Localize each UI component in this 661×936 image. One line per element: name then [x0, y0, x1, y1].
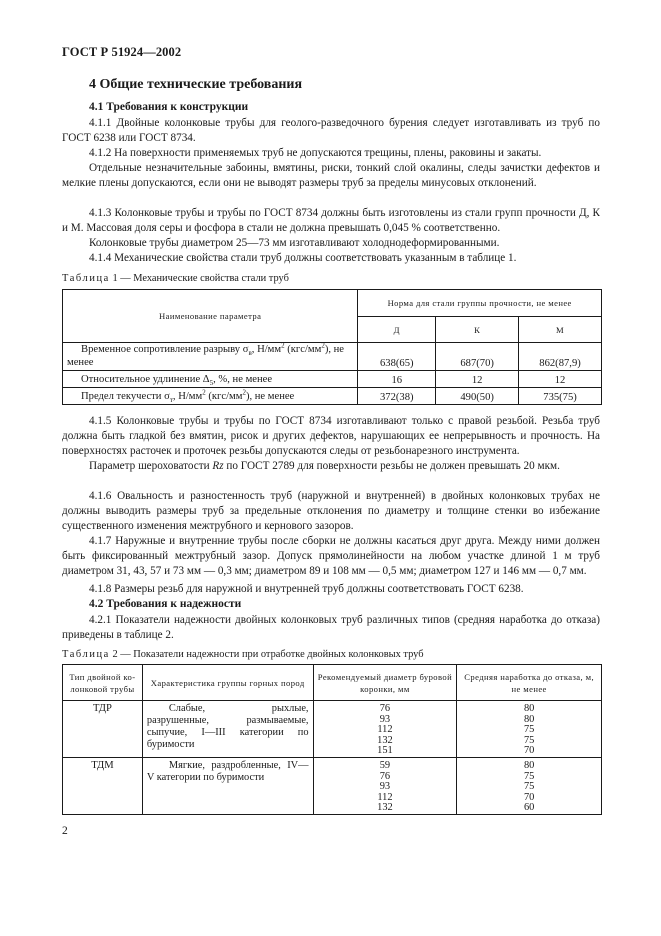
- paragraph-4-1-3-b: Колонковые трубы диаметром 25—73 мм изготавливают холоднодеформированными.: [89, 237, 500, 249]
- paragraph-4-1-2-b: Отдельные незначительные забоины, вмятины, риски, тонкий слой окалины, следы зачистки дефектов и мелкие плены допускаются, если они не выводят размеры труб за пределы минусовых отклонений.: [62, 162, 600, 190]
- table1-header-m: М: [519, 317, 602, 343]
- table-row: [63, 388, 602, 405]
- table1-row3-label: Предел текучести $\sigma_т$, $Н/мм^2$ $(кгс/мм^2)$, не менее: [63, 388, 358, 405]
- table2-row1-diameters: 76 93 112 132 151: [313, 701, 457, 758]
- table1-row1-d: 638(65): [358, 343, 436, 371]
- table1-row3-m: 735(75): [519, 388, 602, 405]
- table1-row1-k: 687(70): [436, 343, 519, 371]
- table2-header-mtbf: Средняя наработка до отказа, м, не менее: [457, 665, 602, 701]
- paragraph-4-1-2: 4.1.2 На поверхности применяемых труб не допускаются трещины, плены, раковины и закаты.: [89, 147, 542, 159]
- paragraph-4-1-5: 4.1.5 Колонковые трубы и трубы по ГОСТ 8734 изготавливают только с правой резьбой. Резьба труб должна быть гладкой без вмятин, рисок и других дефектов, нарушающих ее непрерывность и прочность. На поверхностях расточек и проточек резьбы допускаются следы от резьбонарезного инструмента.: [62, 415, 600, 458]
- paragraph-4-1-6: 4.1.6 Овальность и разностенность труб (наружной и внутренней) в двойных колонковых трубах не должны выводить размеры труб за предельные отклонения по диаметру и толщине стенки во избежание существенного изменения межтрубного и кернового зазоров.: [62, 490, 600, 533]
- section-title: 4 Общие технические требования: [89, 77, 303, 92]
- paragraph-4-1-7: 4.1.7 Наружные и внутренние трубы после сборки не должны касаться друг друга. Между ними должен быть фиксированный межтрубный зазор. Допуск прямолинейности на любом участке длиной 1 м труб диаметром 31, 43, 57 и 73 мм — 0,3 мм; диаметром 89 и 108 мм — 0,5 мм; диаметром 127 и 146 мм — 0,7 мм.: [62, 535, 600, 578]
- table2-caption: Таблица 2 — Показатели надежности при отработке двойных колонковых труб: [62, 649, 424, 660]
- table1-row3-k: 490(50): [436, 388, 519, 405]
- table1-row3-d: 372(38): [358, 388, 436, 405]
- table2-row2-desc: Мягкие, раздробленные, IV—V категории по буримости: [142, 758, 313, 815]
- table2-row1-desc: Слабые, рыхлые, разрушенные, размываемые, сыпучие, I—III категории по буримости: [142, 701, 313, 758]
- table-row: [63, 371, 602, 388]
- paragraph-4-1-5-b: Параметр шероховатости Rz по ГОСТ 2789 для поверхности резьбы не должен превышать 20 мкм.: [89, 460, 560, 472]
- table2-row1-type: ТДР: [63, 701, 143, 758]
- table1-caption: Таблица 1 — Механические свойства стали труб: [62, 273, 289, 284]
- table1-row2-d: 16: [358, 371, 436, 388]
- table2-header-diameter: Рекомендуемый диаметр буровой коронки, мм: [313, 665, 457, 701]
- paragraph-4-1-4: 4.1.4 Механические свойства стали труб должны соответствовать указанным в таблице 1.: [89, 252, 517, 264]
- table2-row2-diameters: 59 76 93 112 132: [313, 758, 457, 815]
- table1-header-k: К: [436, 317, 519, 343]
- table1-header-norm: Норма для стали группы прочности, не менее: [358, 290, 602, 317]
- page-number: 2: [62, 825, 68, 837]
- table1-row2-k: 12: [436, 371, 519, 388]
- document-header: ГОСТ Р 51924—2002: [62, 45, 182, 59]
- table2-row1-mtbf: 80 80 75 75 70: [457, 701, 602, 758]
- table1-row2-label: Относительное удлинение $\Delta_5$, %, не менее: [63, 371, 358, 388]
- table2-header-rock: Характеристика группы горных пород: [142, 665, 313, 701]
- table1-mechanical-properties: [62, 289, 602, 405]
- table1-row1-m: 862(87,9): [519, 343, 602, 371]
- table-row: [63, 701, 602, 758]
- table2-row2-mtbf: 80 75 75 70 60: [457, 758, 602, 815]
- table1-header-parameter: Наименование параметра: [63, 290, 358, 343]
- subsection-4-2-title: 4.2 Требования к надежности: [89, 598, 242, 610]
- subsection-4-1-title: 4.1 Требования к конструкции: [89, 101, 249, 113]
- table2-reliability: [62, 664, 602, 815]
- table1-row2-m: 12: [519, 371, 602, 388]
- table1-row1-label: Временное сопротивление разрыву $\sigma_в$, $Н/мм^2$ $(кгс/мм^2)$, не менее: [63, 343, 358, 371]
- paragraph-4-1-1: 4.1.1 Двойные колонковые трубы для геолого-разведочного бурения следует изготавливать из труб по ГОСТ 6238 или ГОСТ 8734.: [62, 117, 600, 145]
- table2-header-type: Тип двойной ко-лонковой трубы: [63, 665, 143, 701]
- table-row: [63, 343, 602, 371]
- paragraph-4-1-8: 4.1.8 Размеры резьб для наружной и внутренней труб должны соответствовать ГОСТ 6238.: [89, 583, 524, 595]
- table-row: [63, 758, 602, 815]
- paragraph-4-2-1: 4.2.1 Показатели надежности двойных колонковых труб различных типов (средняя наработка до отказа) приведены в таблице 2.: [62, 614, 600, 642]
- paragraph-4-1-3: 4.1.3 Колонковые трубы и трубы по ГОСТ 8734 должны быть изготовлены из стали групп прочности Д, К и М. Массовая доля серы и фосфора в стали не должна превышать 0,045 % соответственно.: [62, 207, 600, 235]
- table2-row2-type: ТДМ: [63, 758, 143, 815]
- table1-header-d: Д: [358, 317, 436, 343]
